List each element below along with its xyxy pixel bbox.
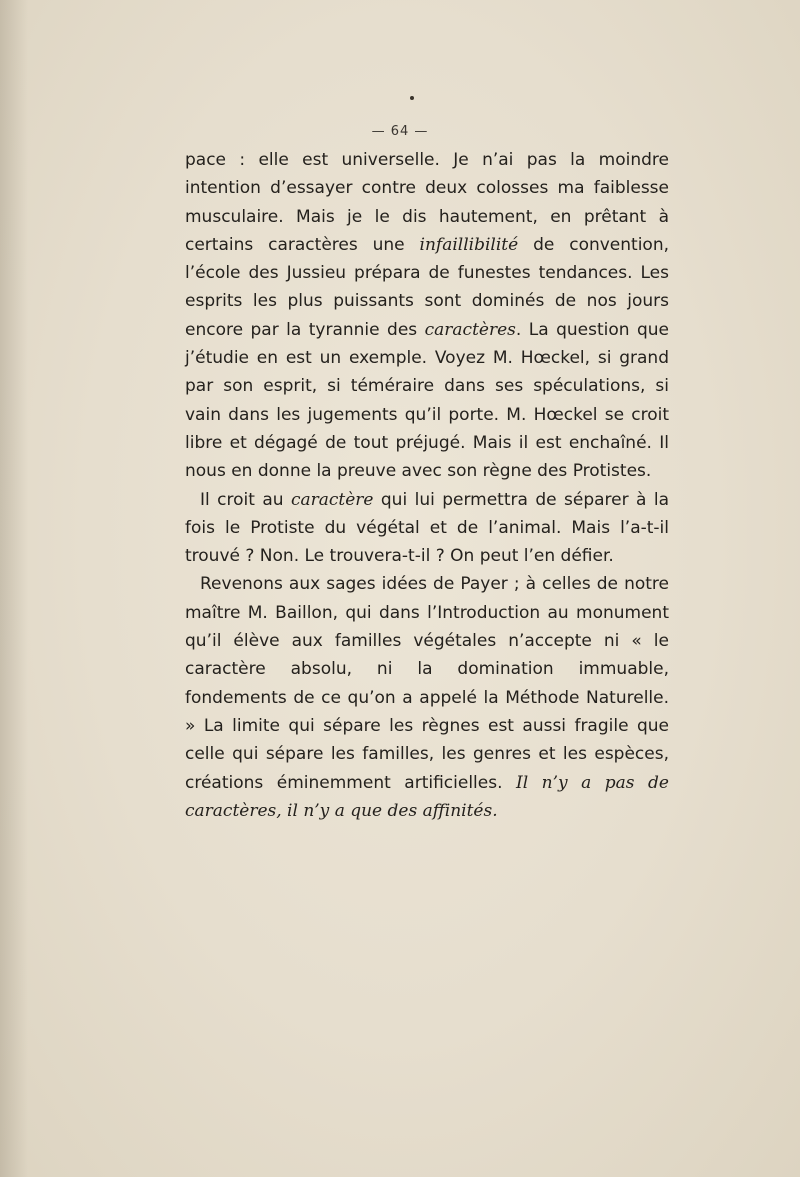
page-gutter-shadow <box>0 0 28 1177</box>
text-run: qui lui permettra de séparer à la fois le Protiste du végétal et de l’animal. Mais l’a-t-il trouvé ? Non. Le trouvera-t-il ? On peut l’en défier. <box>185 489 669 567</box>
body-text <box>185 146 669 825</box>
text-run: de convention, l’école des Jussieu prépara de funestes tendances. Les esprits les plus puissants sont dominés de nos jours encore par la tyrannie des <box>185 234 670 340</box>
text-run: . La question que j’étudie en est un exemple. Voyez M. Hœckel, si grand par son esprit, si téméraire dans ses spéculations, si vain dans les jugements qu’il porte. M. Hœckel se croit libre et dégagé de tout préjugé. Mais il est enchaîné. Il nous en donne la preuve avec son règne des Protistes. <box>185 319 669 482</box>
italic-run: Il n’y a pas de caractères, il n’y a que des affinités. <box>185 772 669 821</box>
text-run: pace : elle est universelle. Je n’ai pas la moindre intention d’essayer contre deux colosses ma faiblesse musculaire. Mais je le dis hautement, en prêtant à certains caractères une <box>185 150 669 255</box>
text-run: Revenons aux sages idées de Payer ; à celles de notre maître M. Baillon, qui dans l’Introduction au monument qu’il élève aux familles végétales n’accepte ni « le caractère absolu, ni la domination immuable, fondements de ce qu’on a appelé la Méthode Naturelle. » La limite qui sépare les règnes est aussi fragile que celle qui sépare les familles, les genres et les espèces, créations éminemment artificielles. <box>185 574 669 793</box>
paragraph-1 <box>185 146 669 486</box>
page-number: — 64 — <box>371 124 429 139</box>
italic-run: caractère <box>290 489 374 510</box>
italic-run: infaillibilité <box>419 234 519 255</box>
paragraph-2 <box>185 486 669 571</box>
text-run: Il croit au <box>200 489 291 510</box>
italic-run: caractères <box>424 319 516 340</box>
paragraph-3 <box>185 570 669 825</box>
ink-speck <box>410 96 414 100</box>
